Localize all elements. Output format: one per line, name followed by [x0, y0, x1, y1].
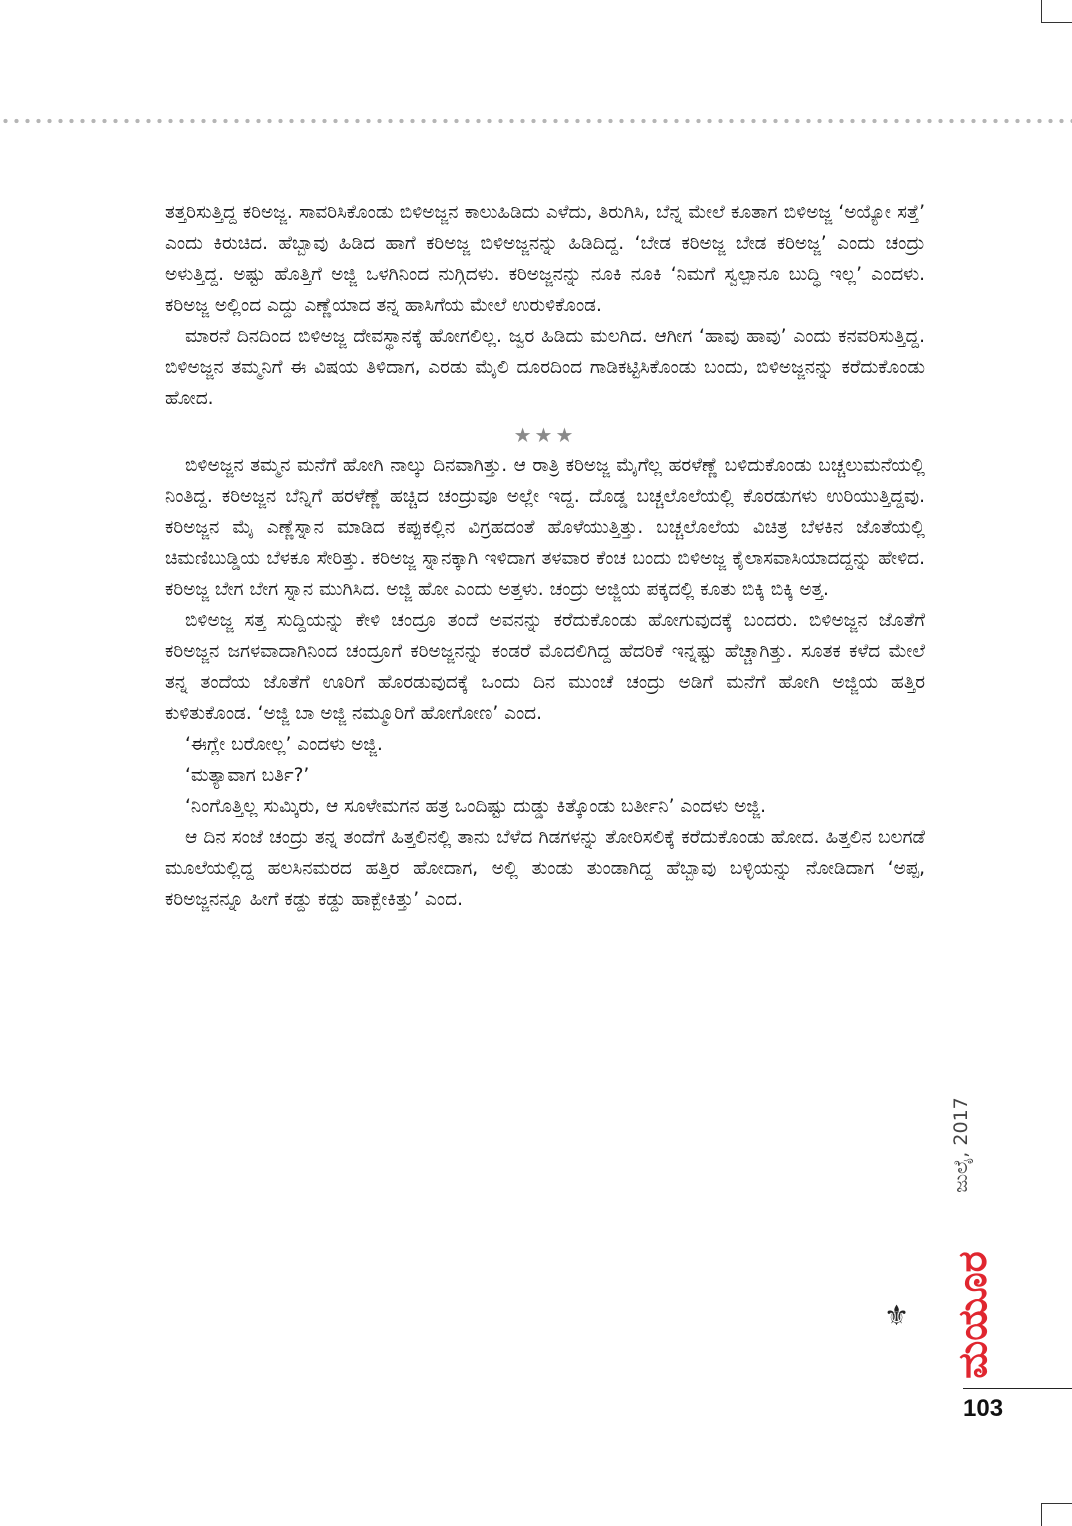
- dotted-divider: [0, 118, 1072, 124]
- crop-mark-top: [1041, 0, 1072, 23]
- page-number-rule: [963, 1388, 1072, 1389]
- dialogue-line: ‘ಮತ್ಯಾವಾಗ ಬರ್ತಿ?’: [185, 765, 310, 786]
- page-number: 103: [963, 1395, 1004, 1422]
- fleur-de-lis-icon: ⚜: [884, 1299, 910, 1332]
- dialogue-line: ‘ನಿಂಗೊತ್ತಿಲ್ಲ ಸುಮ್ಕಿರು, ಆ ಸೂಳೇಮಗನ ಹತ್ರ ಒಂದಿಷ್ಟು ದುಡ್ಡು ಕಿತ್ಕೊಂಡು ಬರ್ತೀನಿ’ ಎಂದಳು ಅಜ್ಜಿ.: [185, 796, 766, 817]
- paragraph: ಬಿಳಿಅಜ್ಜ ಸತ್ತ ಸುದ್ದಿಯನ್ನು ಕೇಳಿ ಚಂದ್ರೂ ತಂದೆ ಅವನನ್ನು ಕರೆದುಕೊಂಡು ಹೋಗುವುದಕ್ಕೆ ಬಂದರು. ಬಿಳಿಅಜ್ಜನ ಜೊತೆಗೆ ಕರಿಅಜ್ಜನ ಜಗಳವಾದಾಗಿನಿಂದ ಚಂದ್ರೂಗೆ ಕರಿಅಜ್ಜನನ್ನು ಕಂಡರೆ ಮೊದಲಿಗಿದ್ದ ಹೆದರಿಕೆ ಇನ್ನಷ್ಟು ಹೆಚ್ಚಾಗಿತ್ತು. ಸೂತಕ ಕಳೆದ ಮೇಲೆ ತನ್ನ ತಂದೆಯ ಜೊತೆಗೆ ಊರಿಗೆ ಹೊರಡುವುದಕ್ಕೆ ಒಂದು ದಿನ ಮುಂಚೆ ಚಂದ್ರು ಅಡಿಗೆ ಮನೆಗೆ ಹೋಗಿ ಅಜ್ಜಿಯ ಹತ್ತಿರ ಕುಳಿತುಕೊಂಡ. ‘ಅಜ್ಜಿ ಬಾ ಅಜ್ಜಿ ನಮ್ಮೂರಿಗೆ ಹೋಗೋಣ’ ಎಂದ.: [165, 610, 925, 724]
- paragraph: ಬಿಳಿಅಜ್ಜನ ತಮ್ಮನ ಮನೆಗೆ ಹೋಗಿ ನಾಲ್ಕು ದಿನವಾಗಿತ್ತು. ಆ ರಾತ್ರಿ ಕರಿಅಜ್ಜ ಮೈಗೆಲ್ಲ ಹರಳೆಣ್ಣೆ ಬಳಿದುಕೊಂಡು ಬಚ್ಚಲುಮನೆಯಲ್ಲಿ ನಿಂತಿದ್ದ. ಕರಿಅಜ್ಜನ ಬೆನ್ನಿಗೆ ಹರಳೆಣ್ಣೆ ಹಚ್ಚಿದ ಚಂದ್ರುವೂ ಅಲ್ಲೇ ಇದ್ದ. ದೊಡ್ಡ ಬಚ್ಚಲೊಲೆಯಲ್ಲಿ ಕೊರಡುಗಳು ಉರಿಯುತ್ತಿದ್ದವು. ಕರಿಅಜ್ಜನ ಮೈ ಎಣ್ಣೆಸ್ನಾನ ಮಾಡಿದ ಕಪ್ಪುಕಲ್ಲಿನ ವಿಗ್ರಹದಂತೆ ಹೊಳೆಯುತ್ತಿತ್ತು. ಬಚ್ಚಲೊಲೆಯ ವಿಚಿತ್ರ ಬೆಳಕಿನ ಜೊತೆಯಲ್ಲಿ ಚಿಮಣಿಬುಡ್ಡಿಯ ಬೆಳಕೂ ಸೇರಿತ್ತು. ಕರಿಅಜ್ಜ ಸ್ನಾನಕ್ಕಾಗಿ ಇಳಿದಾಗ ತಳವಾರ ಕೆಂಚ ಬಂದು ಬಿಳಿಅಜ್ಜ ಕೈಲಾಸವಾಸಿಯಾದದ್ದನ್ನು ಹೇಳಿದ. ಕರಿಅಜ್ಜ ಬೇಗ ಬೇಗ ಸ್ನಾನ ಮುಗಿಸಿದ. ಅಜ್ಜಿ ಹೋ ಎಂದು ಅತ್ತಳು. ಚಂದ್ರು ಅಜ್ಜಿಯ ಪಕ್ಕದಲ್ಲಿ ಕೂತು ಬಿಕ್ಕಿ ಬಿಕ್ಕಿ ಅತ್ತ.: [165, 455, 925, 600]
- section-separator: ★★★: [513, 423, 577, 447]
- paragraph: ಆ ದಿನ ಸಂಜೆ ಚಂದ್ರು ತನ್ನ ತಂದೆಗೆ ಹಿತ್ತಲಿನಲ್ಲಿ ತಾನು ಬೆಳೆದ ಗಿಡಗಳನ್ನು ತೋರಿಸಲಿಕ್ಕೆ ಕರೆದುಕೊಂಡು ಹೋದ. ಹಿತ್ತಲಿನ ಬಲಗಡೆ ಮೂಲೆಯಲ್ಲಿದ್ದ ಹಲಸಿನಮರದ ಹತ್ತಿರ ಹೋದಾಗ, ಅಲ್ಲಿ ತುಂಡು ತುಂಡಾಗಿದ್ದ ಹೆಬ್ಬಾವು ಬಳ್ಳಿಯನ್ನು ನೋಡಿದಾಗ ‘ಅಪ್ಪ, ಕರಿಅಜ್ಜನನ್ನೂ ಹೀಗೆ ಕಡ್ದು ಕಡ್ದು ಹಾಕ್ಬೇಕಿತ್ತು’ ಎಂದ.: [165, 827, 925, 910]
- paragraph: ತತ್ತರಿಸುತ್ತಿದ್ದ ಕರಿಅಜ್ಜ. ಸಾವರಿಸಿಕೊಂಡು ಬಿಳಿಅಜ್ಜನ ಕಾಲುಹಿಡಿದು ಎಳೆದು, ತಿರುಗಿಸಿ, ಬೆನ್ನ ಮೇಲೆ ಕೂತಾಗ ಬಿಳಿಅಜ್ಜ ‘ಅಯ್ಯೋ ಸತ್ತೆ’ ಎಂದು ಕಿರುಚಿದ. ಹೆಬ್ಬಾವು ಹಿಡಿದ ಹಾಗೆ ಕರಿಅಜ್ಜ ಬಿಳಿಅಜ್ಜನನ್ನು ಹಿಡಿದಿದ್ದ. ‘ಬೇಡ ಕರಿಅಜ್ಜ ಬೇಡ ಕರಿಅಜ್ಜ’ ಎಂದು ಚಂದ್ರು ಅಳುತ್ತಿದ್ದ. ಅಷ್ಟು ಹೊತ್ತಿಗೆ ಅಜ್ಜಿ ಒಳಗಿನಿಂದ ನುಗ್ಗಿದಳು. ಕರಿಅಜ್ಜನನ್ನು ನೂಕಿ ನೂಕಿ ‘ನಿಮಗೆ ಸ್ವಲ್ಪಾನೂ ಬುದ್ಧಿ ಇಲ್ಲ’ ಎಂದಳು. ಕರಿಅಜ್ಜ ಅಲ್ಲಿಂದ ಎದ್ದು ಎಣ್ಣೆಯಾದ ತನ್ನ ಹಾಸಿಗೆಯ ಮೇಲೆ ಉರುಳಿಕೊಂಡ.: [165, 202, 925, 316]
- paragraph: ಮಾರನೆ ದಿನದಿಂದ ಬಿಳಿಅಜ್ಜ ದೇವಸ್ಥಾನಕ್ಕೆ ಹೋಗಲಿಲ್ಲ. ಜ್ವರ ಹಿಡಿದು ಮಲಗಿದ. ಆಗೀಗ ‘ಹಾವು ಹಾವು’ ಎಂದು ಕನವರಿಸುತ್ತಿದ್ದ. ಬಿಳಿಅಜ್ಜನ ತಮ್ಮನಿಗೆ ಈ ವಿಷಯ ತಿಳಿದಾಗ, ಎರಡು ಮೈಲಿ ದೂರದಿಂದ ಗಾಡಿಕಟ್ಟಿಸಿಕೊಂಡು ಬಂದು, ಬಿಳಿಅಜ್ಜನನ್ನು ಕರೆದುಕೊಂಡು ಹೋದ.: [165, 326, 925, 409]
- issue-date: ಜುಲೈ, 2017: [950, 1097, 972, 1193]
- magazine-logo: ಮಯೂರ: [950, 1251, 996, 1379]
- article-body: [165, 197, 925, 915]
- dialogue-line: ‘ಈಗ್ಲೇ ಬರೋಲ್ಲ’ ಎಂದಳು ಅಜ್ಜಿ.: [185, 734, 383, 755]
- crop-mark-bottom: [1041, 1503, 1072, 1526]
